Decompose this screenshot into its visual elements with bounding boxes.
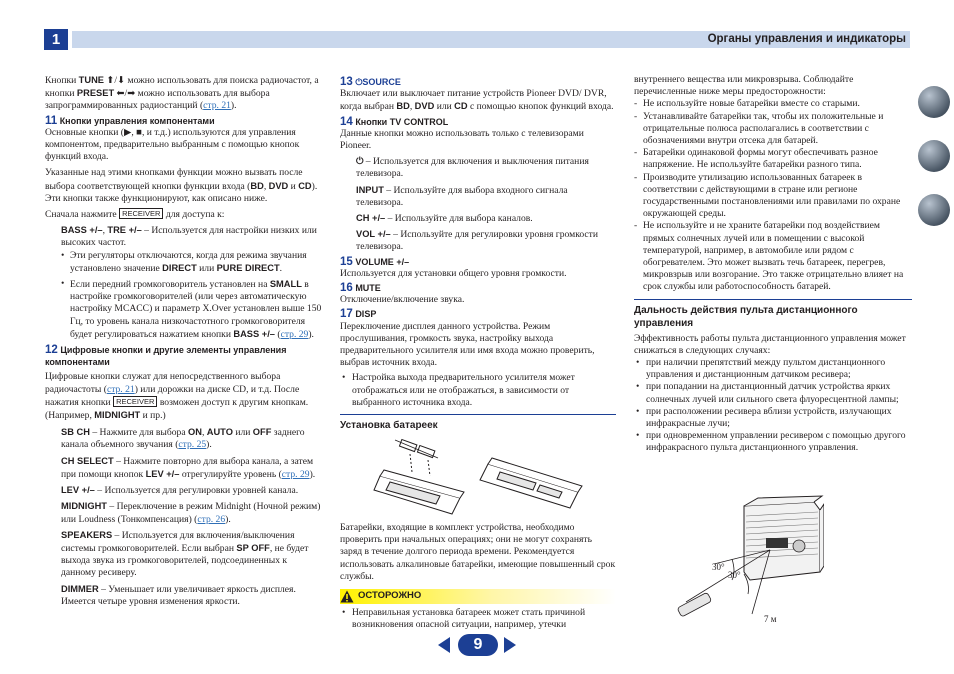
basic-buttons-paragraph: Основные кнопки (▶, ■, и т.д.) используются для управления компонентом, предварительно выбранным с помощью кнопок функций входа. <box>45 126 300 163</box>
range-bullet: • при попадании на дистанционный датчик устройства ярких солнечных лучей или сильного света флуоресцентной лампы; <box>634 381 912 405</box>
tv-control-paragraph: Данные кнопки можно использовать только с телевизорами Pioneer. <box>340 127 584 152</box>
range-bullet: • при расположении ресивера вблизи устройств, излучающих инфракрасные лучи; <box>634 406 912 430</box>
device-icon[interactable] <box>918 140 950 172</box>
sb-ch-item: SB CH – Нажмите для выбора ON, AUTO или OFF заднего канала объемного звучания (стр. 25). <box>61 427 305 451</box>
ch-select-item: CH SELECT – Нажмите повторно для выбора канала, а затем при помощи кнопок LEV +/– отрегулируйте уровень (стр. 29). <box>61 455 316 480</box>
bullet-small: • Если передний громкоговоритель установлен на SMALL в настройке громкоговорителей (или через автоматическую настройку MCACC) и параметр X.Over установлен выше 150 Гц, то уровень канала низкочастотного громкоговорителя будет регулироваться нажатием кнопки BASS +/– (стр. 29). <box>45 278 323 341</box>
range-bullet: • при одновременном управлении ресивером с помощью другого инфракрасного пульта дистанционного управления. <box>634 430 912 454</box>
caution-label: ОСТОРОЖНО <box>358 590 422 602</box>
divider <box>340 414 616 415</box>
precautions-intro: внутреннего вещества или микровзрыва. Соблюдайте перечисленные ниже меры предосторожности: <box>634 74 854 98</box>
section-13-heading: 13 ⏻SOURCE <box>340 76 401 88</box>
column-left <box>45 74 323 608</box>
tv-input-item: INPUT – Используйте для выбора входного сигнала телевизора. <box>356 184 568 208</box>
section-14-heading: 14 Кнопки TV CONTROL <box>340 115 449 128</box>
source-paragraph: Включает или выключает питание устройств Pioneer DVD/ DVR, когда выбран BD, DVD или CD с помощью кнопок функций входа. <box>340 88 614 113</box>
column-right <box>634 74 912 455</box>
battery-heading: Установка батареек <box>340 420 438 432</box>
page-title: Органы управления и индикаторы <box>707 33 906 45</box>
angle-top-label: 30° <box>712 562 725 572</box>
section-15-heading: 15 VOLUME +/– <box>340 255 410 268</box>
tools-icon[interactable] <box>918 194 950 226</box>
receiver-display <box>766 538 788 548</box>
disp-paragraph: Переключение дисплея данного устройства. Режим прослушивания, громкость звука, настройку выхода предварительного усилителя или имя входа можно проверить, выбрав источник входа. <box>340 320 595 369</box>
battery-illustration <box>340 436 616 518</box>
distance-label: 7 м <box>764 614 777 624</box>
range-heading: Дальность действия пульта дистанционного управления <box>634 304 858 329</box>
midnight-item: MIDNIGHT – Переключение в режим Midnight (Ночной режим) или Loudness (Тонкомпенсация) (стр. 26). <box>61 501 321 525</box>
dash-item: - Производите утилизацию использованных батареек в соответствии с действующими в стране или регионе государственными постановлениями или правилами по охране окружающей среды. <box>634 172 912 221</box>
dash-item: - Не используйте и не храните батарейки под воздействием прямых солнечных лучей или в помещении с высокой температурой, например, в автомобиле или рядом с обогревателем. Это может вызвать течь батареек, перегрев, микровзрыв или возгорание. Это также отрицательно влияет на срок службы или работоспособность батарей. <box>634 220 912 293</box>
dash-item: - Батарейки одинаковой формы могут обеспечивать разное напряжение. Не используйте батарейки разного типа. <box>634 147 912 171</box>
dash-item: - Не используйте новые батарейки вместе со старыми. <box>634 98 912 110</box>
speakers-item: SPEAKERS – Используется для включения/выключения системы громкоговорителей. Если выбран SP OFF, не будет выхода звука из громкоговорителей, подсоединенных к данному ресиверу. <box>61 529 309 579</box>
page-link[interactable]: стр. 21 <box>203 100 231 112</box>
range-paragraph: Эффективность работы пульта дистанционного управления может снижаться в следующих случаях: <box>634 332 906 356</box>
page-link[interactable]: стр. 29 <box>281 468 310 480</box>
bullet-direct: • Эти регуляторы отключаются, когда для режима звучания установлено значение DIRECT или PURE DIRECT. <box>45 250 323 275</box>
digit-buttons-paragraph: Цифровые кнопки служат для непосредственного выбора радиочастоты (стр. 21) или дорожки на диске CD, и т.д. После нажатия кнопки RECEIVER возможен доступ к другим кнопкам. (Например, MIDNIGHT и пр.) <box>45 371 309 422</box>
section-11-heading: 11 Кнопки управления компонентами <box>45 114 215 127</box>
lev-item: LEV +/– – Используется для регулировки уровней канала. <box>61 485 299 497</box>
functions-paragraph: Указанные над этими кнопками функции можно вызвать после выбора соответствующей кнопки функции входа (BD, DVD и CD). Эти кнопки также функционируют, как описано ниже. <box>45 167 318 204</box>
page-link[interactable]: стр. 26 <box>197 513 226 525</box>
next-page-icon[interactable] <box>504 637 516 653</box>
page-link[interactable]: стр. 21 <box>106 383 135 395</box>
receiver-key: RECEIVER <box>119 208 163 219</box>
caution-banner <box>340 589 616 604</box>
column-middle <box>340 74 616 632</box>
tv-ch-item: CH +/– – Используйте для выбора каналов. <box>356 213 533 225</box>
disp-bullet: • Настройка выхода предварительного усилителя может отображаться или не отображаться, в зависимости от выбранного источника входа. <box>340 372 616 409</box>
page-number: 9 <box>458 634 498 656</box>
section-12-heading: 12 Цифровые кнопки и другие элементы управления компонентами <box>45 344 287 368</box>
page-link[interactable]: стр. 29 <box>280 328 309 340</box>
mute-paragraph: Отключение/включение звука. <box>340 294 465 306</box>
page-link[interactable]: стр. 25 <box>178 439 207 451</box>
tv-vol-item: VOL +/– – Используйте для регулировки уровня громкости телевизора. <box>356 229 598 253</box>
dimmer-item: DIMMER – Уменьшает или увеличивает яркость дисплея. Имеется четыре уровня изменения яркости. <box>61 583 296 607</box>
section-16-heading: 16 MUTE <box>340 282 381 295</box>
range-bullet: • при наличии препятствий между пультом дистанционного управления и дистанционным датчиком ресивера; <box>634 357 912 381</box>
angle-bottom-label: 30° <box>728 570 741 580</box>
tv-power-item: ⏻ – Используется для включения и выключения питания телевизора. <box>356 156 589 180</box>
dash-item: - Устанавливайте батарейки так, чтобы их положительные и отрицательные полюса располагались в соответствии с обозначениями внутри отсека для батарей. <box>634 111 912 148</box>
battery-paragraph: Батарейки, входящие в комплект устройства, необходимо проверить при начальных операциях; они не могут сохранять заряд в течение долгого периода времени. Рекомендуется использовать алкалиновые батарейки, имеющие повышенный срок службы. <box>340 522 616 582</box>
section-17-heading: 17 DISP <box>340 308 377 321</box>
remote-range-illustration <box>674 494 824 624</box>
receiver-paragraph: Сначала нажмите RECEIVER для доступа к: <box>45 209 225 221</box>
warning-icon <box>340 590 354 603</box>
caution-bullet: • Неправильная установка батареек может стать причиной возникновения опасной ситуации, например, утечки <box>340 607 616 631</box>
bass-treble-item: BASS +/–, TRE +/– – Используется для настройки низких или высоких частот. <box>61 225 317 249</box>
tune-preset-paragraph: Кнопки TUNE ⬆/⬇ можно использовать для поиска радиочастот, а кнопки PRESET ⬅/➡ можно использовать для выбора запрограммированных радиостанций (стр. 21). <box>45 75 319 112</box>
volume-paragraph: Используется для установки общего уровня громкости. <box>340 267 567 279</box>
book-icon[interactable] <box>918 86 950 118</box>
receiver-key: RECEIVER <box>113 396 157 407</box>
divider <box>634 299 912 300</box>
prev-page-icon[interactable] <box>438 637 450 653</box>
chapter-number: 1 <box>44 29 68 50</box>
